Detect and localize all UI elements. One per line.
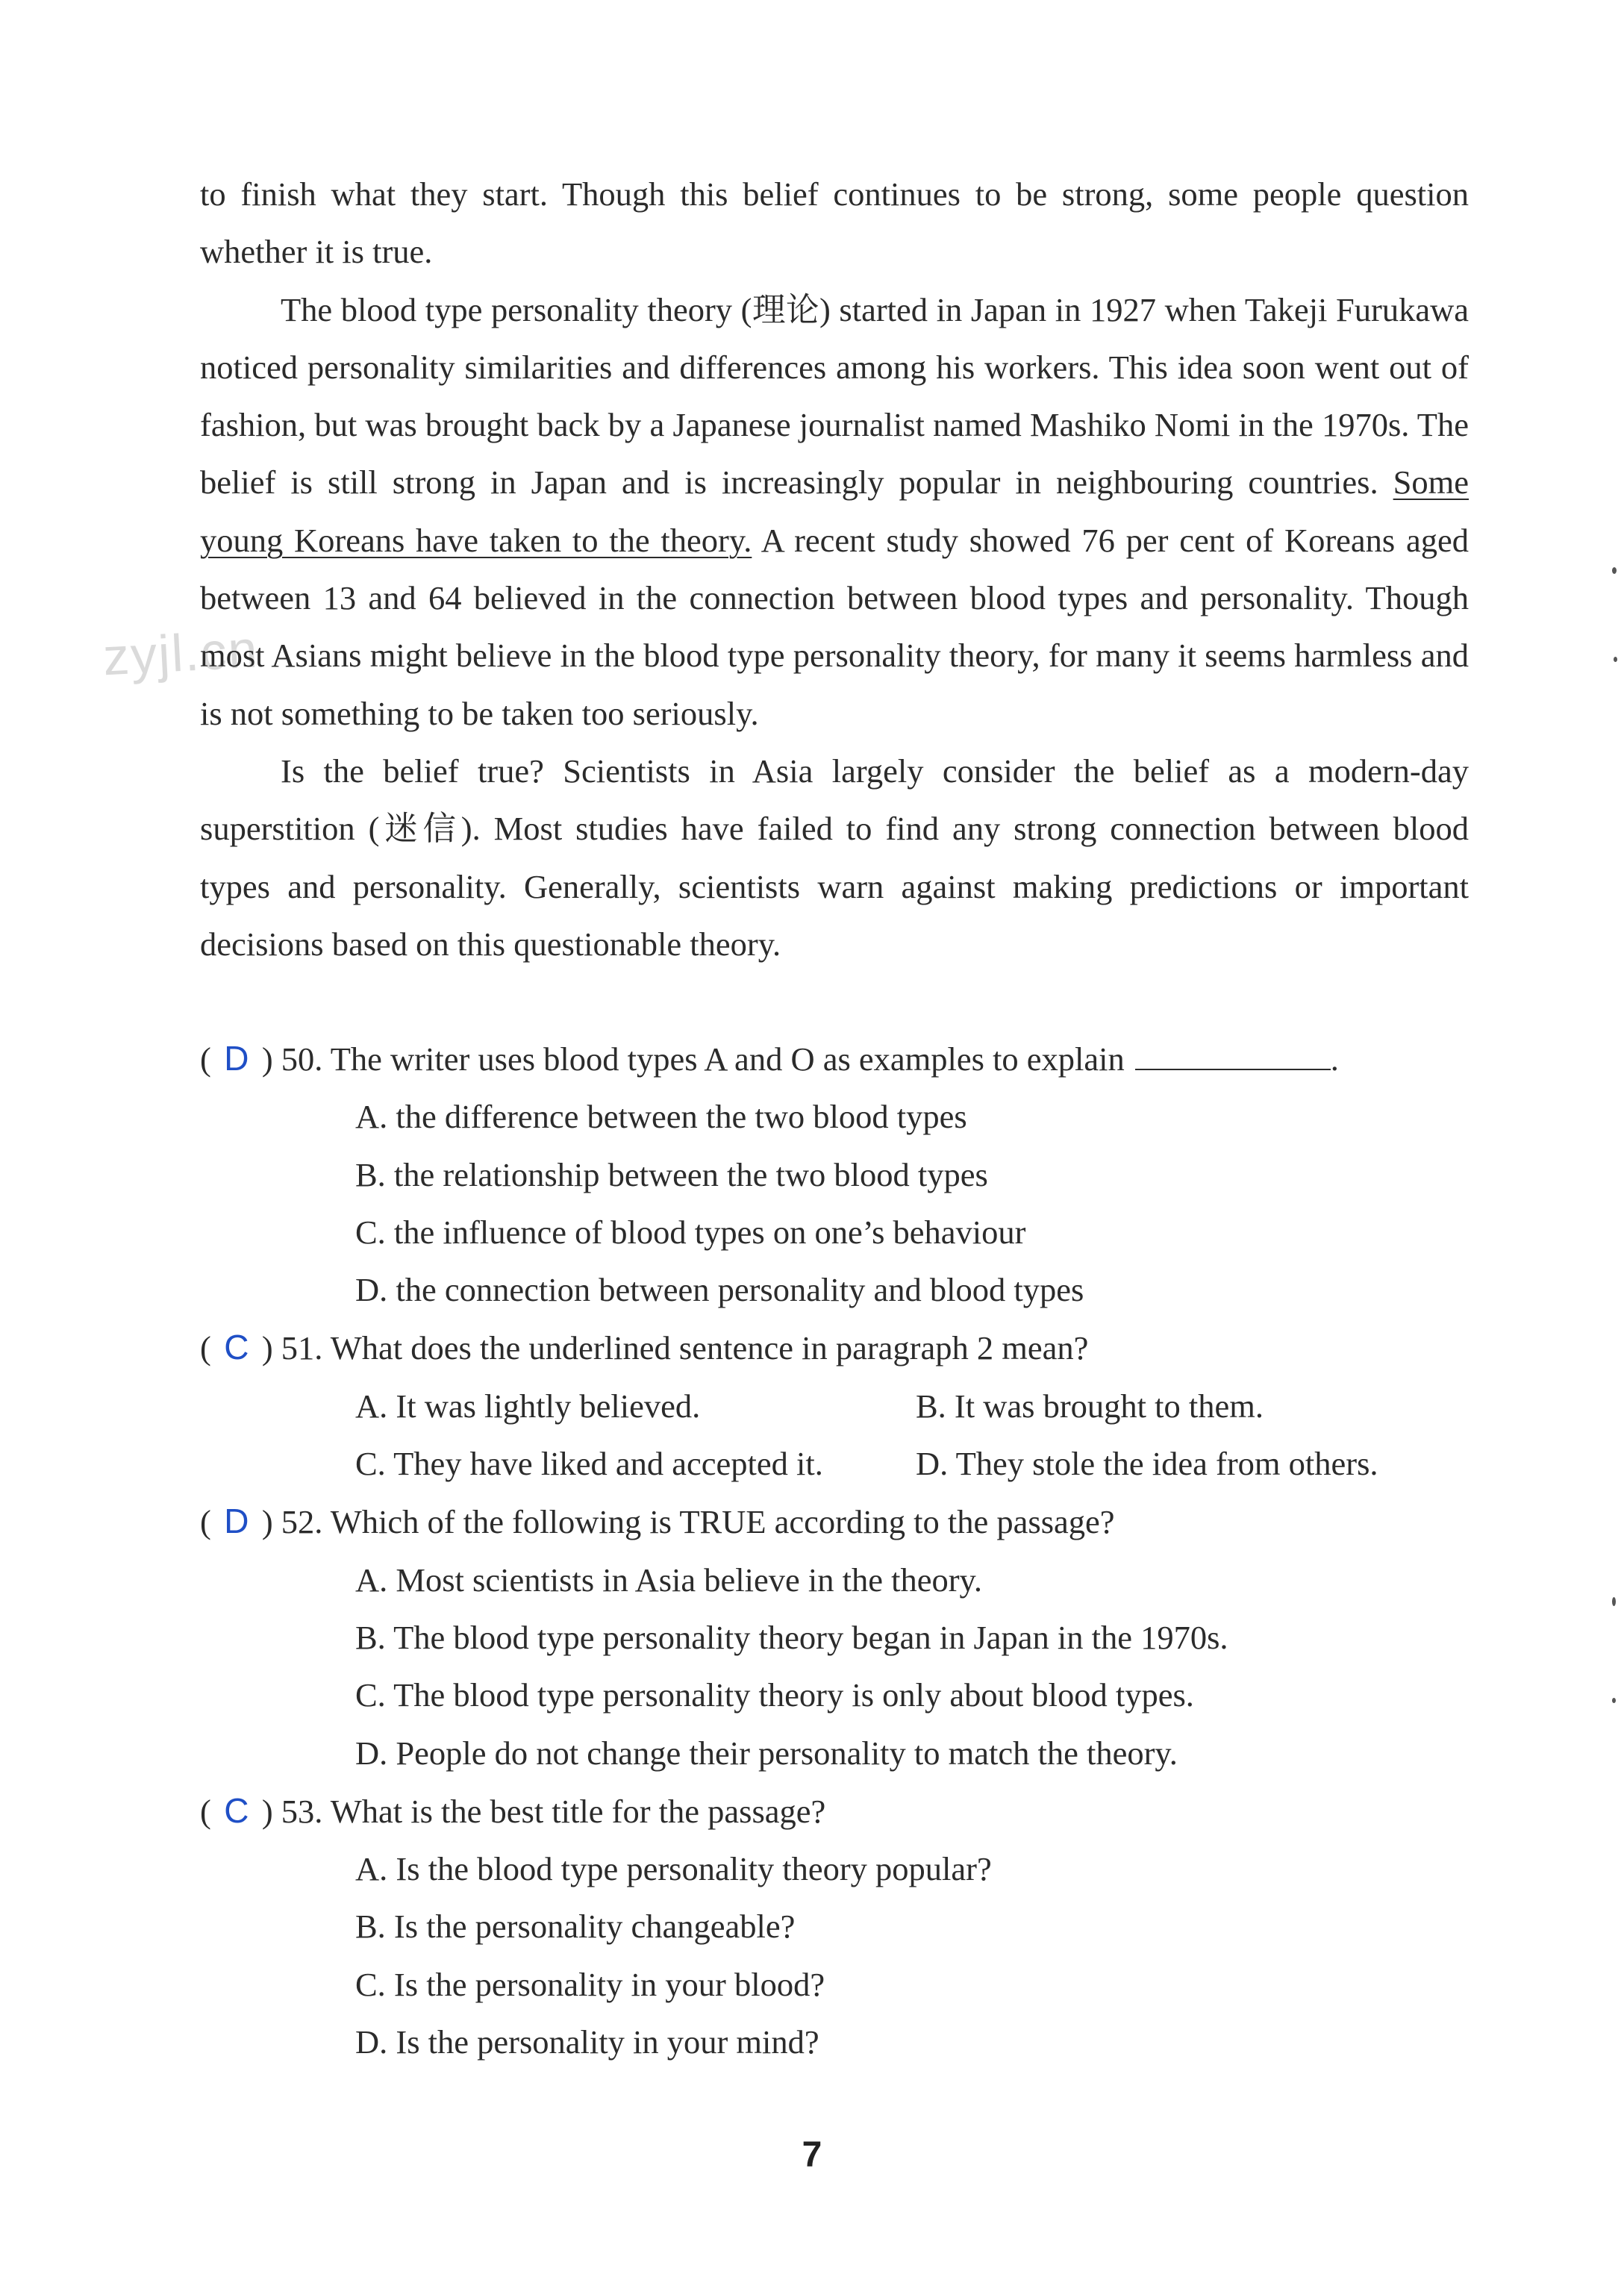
option-c: C. The blood type personality theory is only about blood types.	[355, 1676, 1194, 1714]
question-end: .	[1330, 1040, 1339, 1078]
option-list	[200, 1088, 1476, 1319]
option-row	[355, 1378, 1476, 1435]
option-d: D. Is the personality in your mind?	[355, 2023, 819, 2061]
question-53	[200, 1782, 1476, 2071]
reading-passage	[200, 166, 1469, 973]
option-b: B. It was brought to them.	[916, 1387, 1264, 1425]
option-b: B. Is the personality changeable?	[355, 1908, 796, 1946]
passage-paragraph-2	[200, 281, 1469, 743]
open-paren: (	[200, 1792, 211, 1830]
question-text: ) 52. Which of the following is TRUE according to the passage?	[261, 1503, 1115, 1541]
answer-mark: D	[224, 1502, 249, 1541]
open-paren: (	[200, 1040, 211, 1078]
scan-speck	[1612, 1597, 1616, 1606]
underlined-sentence: Some young Koreans have taken to the theory.	[200, 463, 1469, 559]
scan-speck	[1612, 567, 1617, 574]
option-d: D. They stole the idea from others.	[916, 1445, 1378, 1483]
passage-paragraph-2-start: The blood type personality theory (理论) started in Japan in 1927 when Takeji Furukawa noticed personality similarities and differences among his workers. This idea soon went out of fashion, but was brought back by a Japanese journalist named Mashiko Nomi in the 1970s. The belief is still strong in Japan and is increasingly popular in neighbouring countries.	[200, 290, 1469, 502]
option-c: C. Is the personality in your blood?	[355, 1965, 825, 2003]
answer-mark: C	[224, 1790, 249, 1830]
option-c: C. the influence of blood types on one’s behaviour	[355, 1213, 1026, 1251]
option-row	[355, 1435, 1476, 1493]
open-paren: (	[200, 1503, 211, 1541]
option-b: B. The blood type personality theory began in Japan in the 1970s.	[355, 1618, 1228, 1656]
question-text: ) 51. What does the underlined sentence in paragraph 2 mean?	[261, 1329, 1089, 1367]
question-stem	[200, 1493, 1476, 1551]
question-50	[200, 1030, 1476, 1319]
question-52	[200, 1493, 1476, 1781]
option-list	[200, 1378, 1476, 1493]
answer-blank	[1135, 1039, 1331, 1070]
open-paren: (	[200, 1329, 211, 1367]
passage-paragraph-1: to finish what they start. Though this belief continues to be strong, some people question whether it is true.	[200, 175, 1469, 271]
scan-speck	[1614, 657, 1617, 662]
passage-paragraph-2-end: A recent study showed 76 per cent of Koreans aged between 13 and 64 believed in the connection between blood types and personality. Though most Asians might believe in the blood type personality theory, for many it seems harmless and is not something to be taken too seriously.	[200, 521, 1469, 732]
answer-mark: C	[224, 1328, 249, 1367]
watermark: zyjl.cn	[102, 619, 260, 687]
answer-mark: D	[224, 1039, 249, 1078]
option-d: D. the connection between personality and blood types	[355, 1271, 1084, 1309]
option-a: A. the difference between the two blood types	[355, 1098, 967, 1136]
option-b: B. the relationship between the two blood types	[355, 1155, 988, 1193]
page-number: 7	[802, 2135, 822, 2175]
question-text: ) 53. What is the best title for the passage?	[261, 1792, 826, 1830]
question-text: ) 50. The writer uses blood types A and O as examples to explain	[261, 1040, 1125, 1078]
passage-paragraph-3: Is the belief true? Scientists in Asia largely consider the belief as a modern-day superstition (迷信). Most studies have failed to find any strong connection between blood types and personality. Generally, scientists warn against making predictions or important decisions based on this questionable theory.	[200, 752, 1469, 963]
option-d: D. People do not change their personality to match the theory.	[355, 1734, 1178, 1772]
question-51	[200, 1319, 1476, 1493]
option-a: A. Is the blood type personality theory popular?	[355, 1850, 992, 1888]
question-stem	[200, 1782, 1476, 1840]
option-a: A. It was lightly believed.	[355, 1387, 701, 1425]
question-stem	[200, 1319, 1476, 1377]
question-list	[200, 1030, 1476, 2071]
scan-speck	[1612, 1698, 1616, 1703]
option-list	[200, 1840, 1476, 2071]
question-stem	[200, 1030, 1476, 1088]
option-c: C. They have liked and accepted it.	[355, 1445, 823, 1483]
option-list	[200, 1552, 1476, 1782]
option-a: A. Most scientists in Asia believe in the theory.	[355, 1561, 983, 1599]
